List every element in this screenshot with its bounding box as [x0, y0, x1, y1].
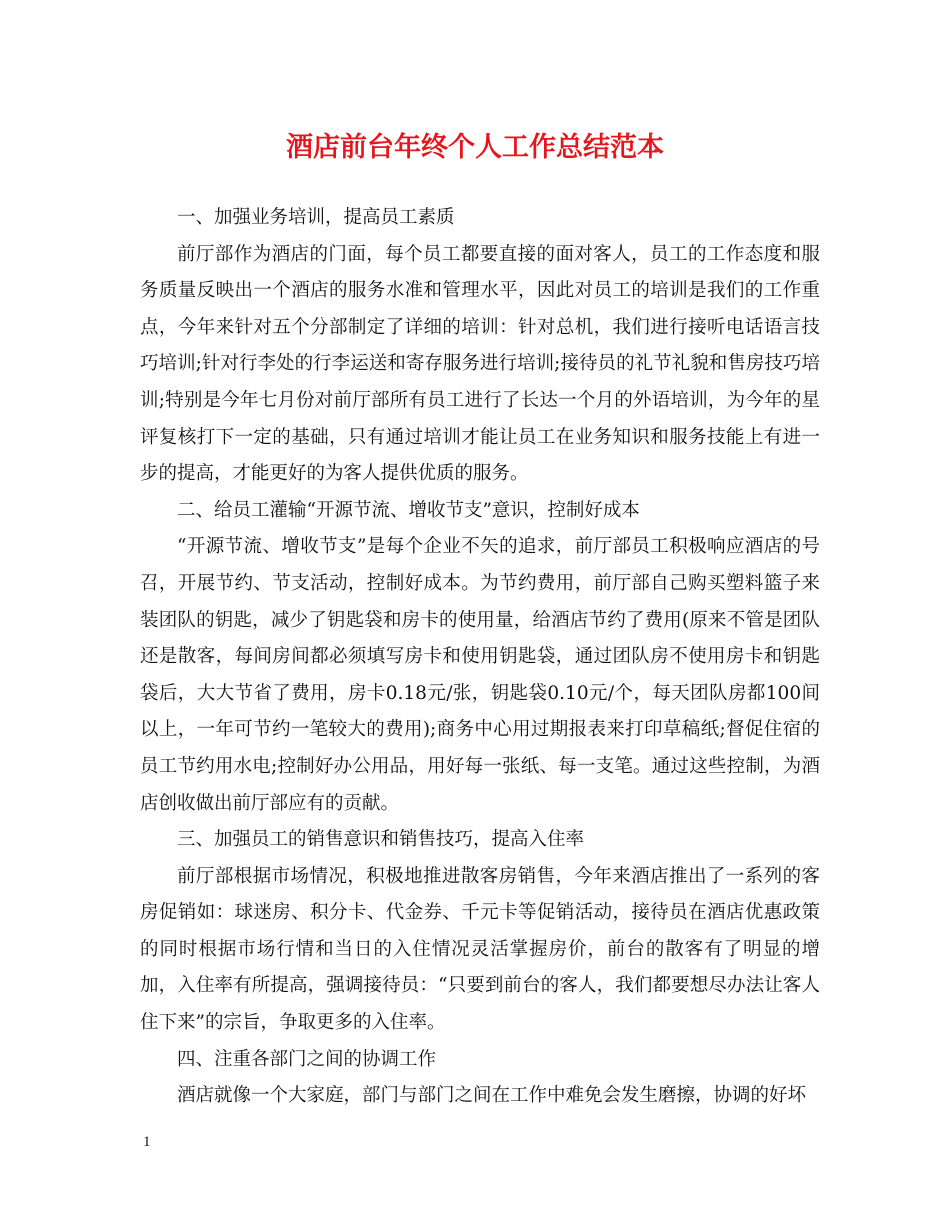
page-number: 1	[143, 1134, 151, 1150]
section-heading: 一、加强业务培训，提高员工素质	[177, 207, 455, 228]
section-paragraph: 前厅部根据市场情况，积极地推进散客房销售，今年来酒店推出了一系列的客房促销如：球迷房、积分卡、代金券、千元卡等促销活动，接待员在酒店优惠政策的同时根据市场行情和当日的入住情况灵活掌握房价，前台的散客有了明显的增加，入住率有所提高，强调接待员：“只要到前台的客人，我们都要想尽办法让客人住下来”的宗旨，争取更多的入住率。	[140, 865, 820, 1034]
section-heading: 二、给员工灌输“开源节流、增收节支”意识，控制好成本	[177, 499, 640, 521]
section-heading: 三、加强员工的销售意识和销售技巧，提高入住率	[177, 829, 585, 851]
section-paragraph: 酒店就像一个大家庭，部门与部门之间在工作中难免会发生磨擦，协调的好坏	[177, 1085, 807, 1107]
document-title: 酒店前台年终个人工作总结范本	[286, 132, 664, 163]
section-paragraph: “开源节流、增收节支”是每个企业不矢的追求，前厅部员工积极响应酒店的号召，开展节约、节支活动，控制好成本。为节约费用，前厅部自己购买塑料篮子来装团队的钥匙，减少了钥匙袋和房卡的使用量，给酒店节约了费用(原来不管是团队还是散客，每间房间都必须填写房卡和使用钥匙袋，通过团队房不使用房卡和钥匙袋后，大大节省了费用，房卡0.18元/张，钥匙袋0.10元/个，每天团队房都100间以上，一年可节约一笔较大的费用);商务中心用过期报表来打印草稿纸;督促住宿的员工节约用水电;控制好办公用品，用好每一张纸、每一支笔。通过这些控制，为酒店创收做出前厅部应有的贡献。	[140, 536, 820, 814]
document-body	[140, 200, 820, 1115]
section-heading: 四、注重各部门之间的协调工作	[177, 1048, 437, 1070]
section-paragraph: 前厅部作为酒店的门面，每个员工都要直接的面对客人，员工的工作态度和服务质量反映出一个酒店的服务水准和管理水平，因此对员工的培训是我们的工作重点，今年来针对五个分部制定了详细的培训：针对总机，我们进行接听电话语言技巧培训;针对行李处的行李运送和寄存服务进行培训;接待员的礼节礼貌和售房技巧培训;特别是今年七月份对前厅部所有员工进行了长达一个月的外语培训，为今年的星评复核打下一定的基础，只有通过培训才能让员工在业务知识和服务技能上有进一步的提高，才能更好的为客人提供优质的服务。	[140, 243, 820, 485]
